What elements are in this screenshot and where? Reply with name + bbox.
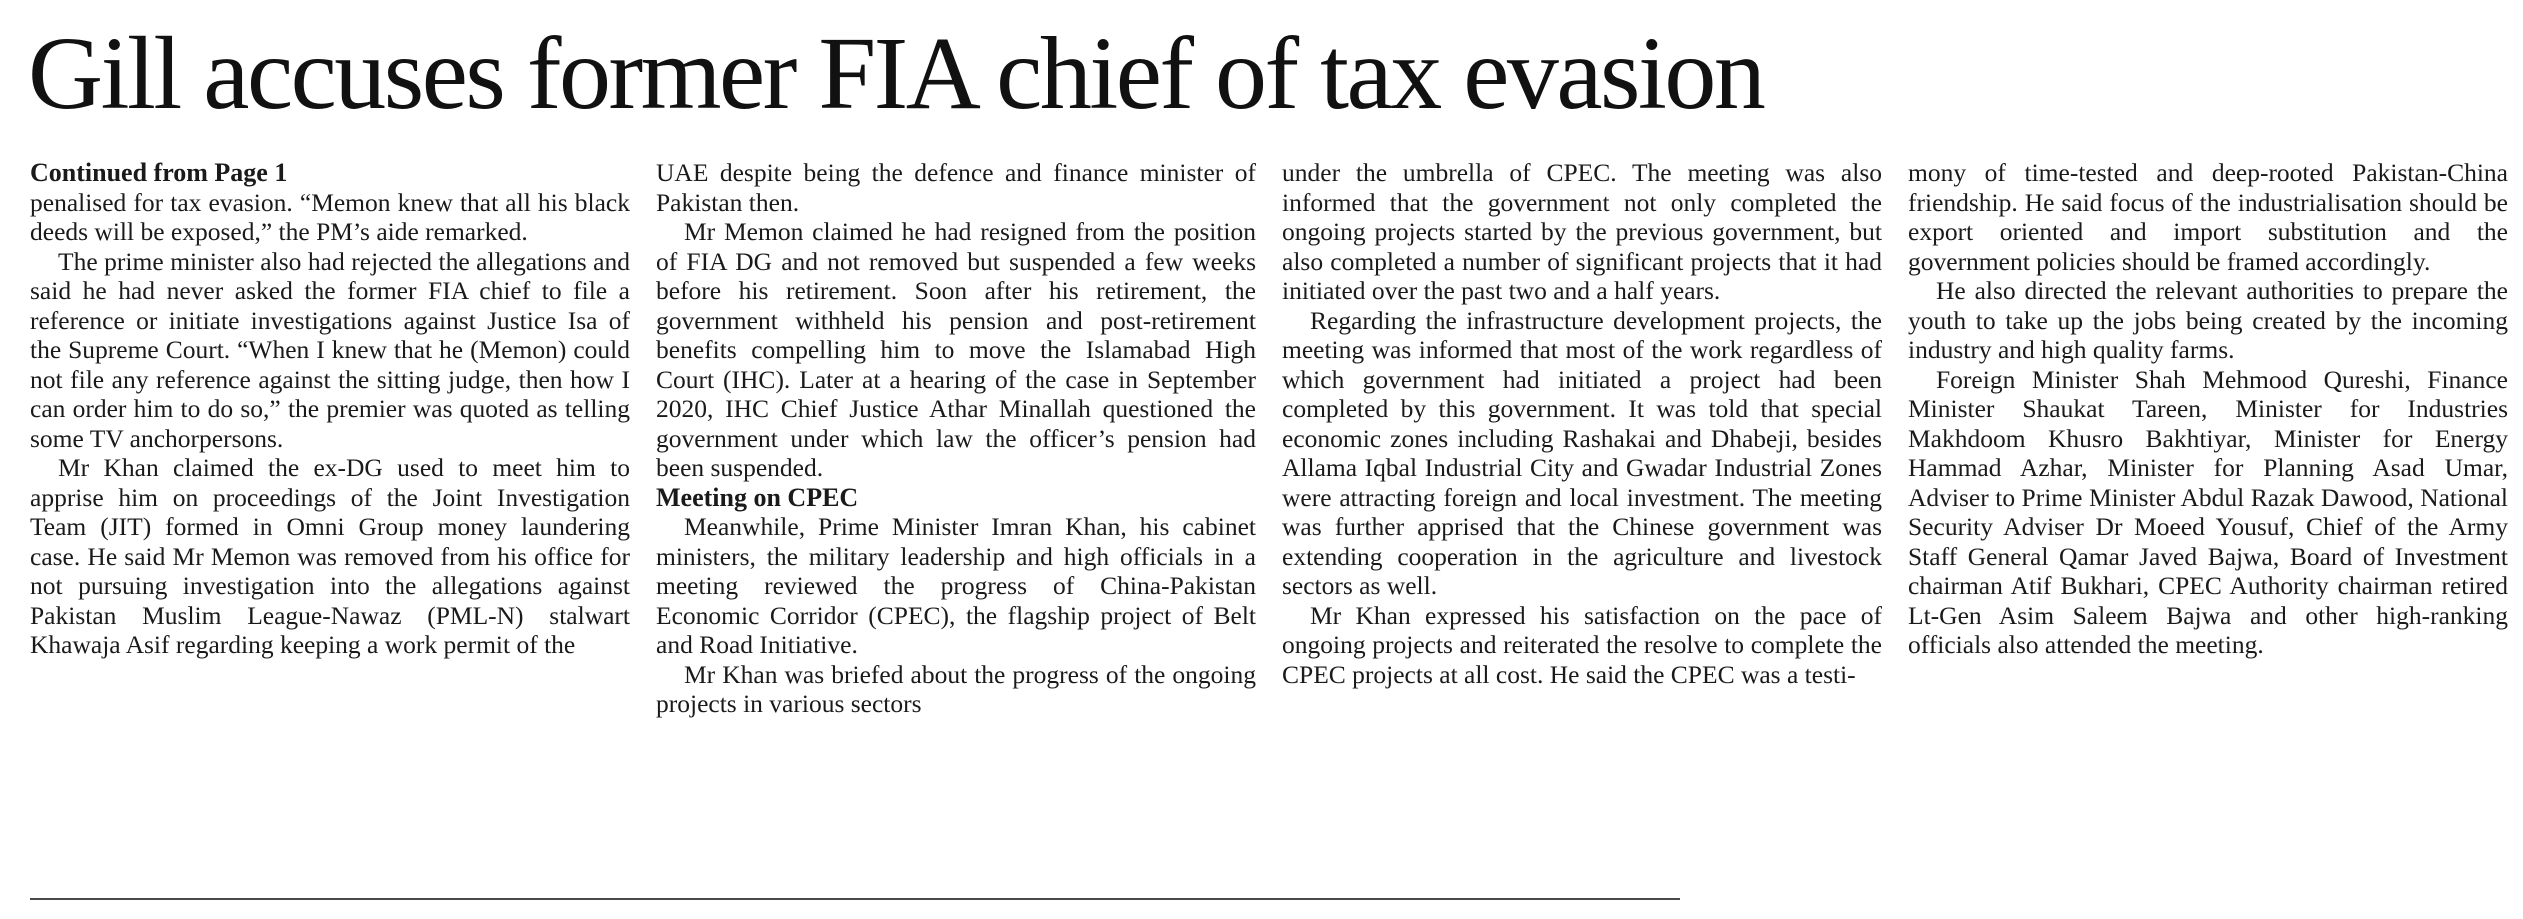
paragraph: Mr Memon claimed he had resigned from the position of FIA DG and not removed but suspended a few weeks before his retirement. Soon after his retirement, the government withheld his pension and post-retirement benefits compelling him to move the Islamabad High Court (IHC). Later at a hearing of the case in September 2020, IHC Chief Justice Athar Minallah questioned the government under which law the officer’s pension had been suspended.: [656, 217, 1256, 482]
paragraph: Mr Khan expressed his satisfaction on the pace of ongoing projects and reiterated the resolve to complete the CPEC projects at all cost. He said the CPEC was a testi-: [1282, 600, 1882, 689]
paragraph: Foreign Minister Shah Mehmood Qureshi, Finance Minister Shaukat Tareen, Minister for Industries Makhdoom Khusro Bakhtiyar, Minister for Energy Hammad Azhar, Minister for Planning Asad Umar, Adviser to Prime Minister Abdul Razak Dawood, National Security Adviser Dr Moeed Yousuf, Chief of the Army Staff General Qamar Javed Bajwa, Board of Investment chairman Atif Bukhari, CPEC Authority chairman retired Lt-Gen Asim Saleem Bajwa and other high-ranking officials also attended the meeting.: [1908, 364, 2508, 659]
section-subhead: Meeting on CPEC: [656, 482, 859, 512]
article-body: [30, 158, 2510, 719]
paragraph: mony of time-tested and deep-rooted Pakistan-China friendship. He said focus of the industrialisation should be export oriented and import substitution and the government policies should be framed accordingly.: [1908, 158, 2508, 276]
bottom-rule: [30, 898, 1680, 900]
paragraph: Regarding the infrastructure development projects, the meeting was informed that most of the work regardless of which government had initiated a project had been completed by this government. It was told that special economic zones including Rashakai and Dhabeji, besides Allama Iqbal Industrial City and Gwadar Industrial Zones were attracting foreign and local investment. The meeting was further apprised that the Chinese government was extending cooperation in the agriculture and livestock sectors as well.: [1282, 305, 1882, 600]
column-2: [656, 158, 1256, 719]
paragraph: UAE despite being the defence and finance minister of Pakistan then.: [656, 158, 1256, 217]
paragraph: The prime minister also had rejected the allegations and said he had never asked the former FIA chief to file a reference or initiate investigations against Justice Isa of the Supreme Court. “When I knew that he (Memon) could not file any reference against the sitting judge, then how I can order him to do so,” the premier was quoted as telling some TV anchorpersons.: [30, 246, 630, 453]
column-4: [1908, 158, 2508, 719]
column-1: [30, 158, 630, 719]
paragraph: penalised for tax evasion. “Memon knew that all his black deeds will be exposed,” the PM’s aide remarked.: [30, 187, 630, 246]
continued-label: Continued from Page 1: [30, 158, 288, 187]
column-3: [1282, 158, 1882, 719]
paragraph: Mr Khan was briefed about the progress of the ongoing projects in various sectors: [656, 659, 1256, 718]
paragraph: under the umbrella of CPEC. The meeting was also informed that the government not only completed the ongoing projects started by the previous government, but also completed a number of significant projects that it had initiated over the past two and a half years.: [1282, 158, 1882, 305]
paragraph: Mr Khan claimed the ex-DG used to meet him to apprise him on proceedings of the Joint Investigation Team (JIT) formed in Omni Group money laundering case. He said Mr Memon was removed from his office for not pursuing investigation into the allegations against Pakistan Muslim League-Nawaz (PML-N) stalwart Khawaja Asif regarding keeping a work permit of the: [30, 453, 630, 659]
paragraph: Meanwhile, Prime Minister Imran Khan, his cabinet ministers, the military leadership and high officials in a meeting reviewed the progress of China-Pakistan Economic Corridor (CPEC), the flagship project of Belt and Road Initiative.: [656, 512, 1256, 659]
paragraph: He also directed the relevant authorities to prepare the youth to take up the jobs being created by the incoming industry and high quality farms.: [1908, 276, 2508, 364]
headline: Gill accuses former FIA chief of tax evasion: [28, 16, 1764, 131]
